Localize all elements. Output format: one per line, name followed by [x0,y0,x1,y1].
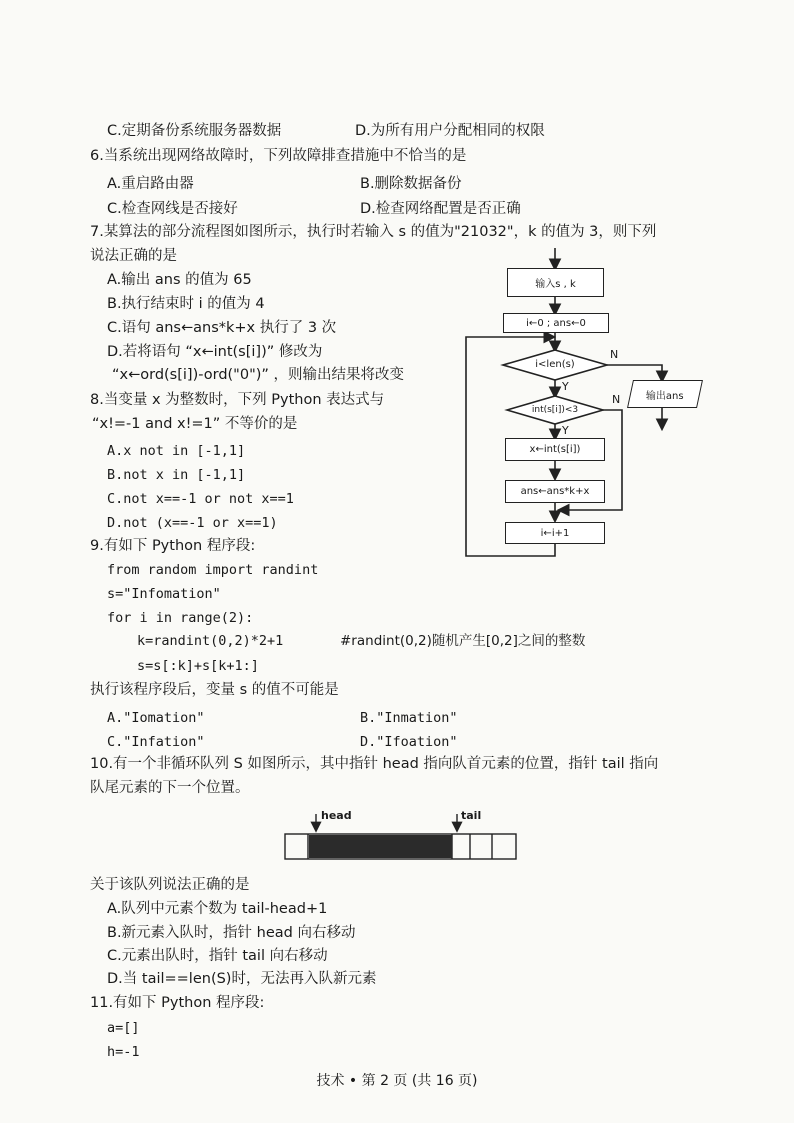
q7-option-c: C.语句 ans←ans*k+x 执行了 3 次 [107,320,337,336]
q10-ask: 关于该队列说法正确的是 [90,877,250,893]
q6-option-b: B.删除数据备份 [360,176,462,192]
q9-code-line5: s=s[:k]+s[k+1:] [137,658,259,674]
q6-stem: 6.当系统出现网络故障时，下列故障排查措施中不恰当的是 [90,148,467,164]
q6-option-c: C.检查网线是否接好 [107,201,238,217]
q10-option-d: D.当 tail==len(S)时，无法再入队新元素 [107,971,377,987]
queue-tail-label: tail [461,809,482,822]
q8-option-c: C.not x==-1 or not x==1 [107,491,294,507]
q9-code-line4: k=randint(0,2)*2+1 [137,633,284,649]
q9-option-b: B."Inmation" [360,710,458,726]
q11-code-line1: a=[] [107,1020,140,1036]
q10-stem-line1: 10.有一个非循环队列 S 如图所示，其中指针 head 指向队首元素的位置，指针 tail 指向 [90,756,659,772]
flowchart-cond1-no-label: N [610,348,619,361]
queue-head-label: head [321,809,352,822]
page-footer: 技术 • 第 2 页 (共 16 页) [316,1073,478,1089]
flowchart-cond2-no-label: N [612,393,621,406]
flowchart-cond1-text: i<len(s) [535,359,575,370]
flowchart-cond1-yes-label: Y [562,380,569,393]
q9-code-line3: for i in range(2): [107,610,254,626]
flowchart-assign-ans-text: ans←ans*k+x [520,486,590,497]
q9-stem: 9.有如下 Python 程序段: [90,538,256,554]
q10-stem-line2: 队尾元素的下一个位置。 [90,780,250,796]
q10-option-b: B.新元素入队时，指针 head 向右移动 [107,925,356,941]
q9-code-line1: from random import randint [107,562,319,578]
q9-option-c: C."Infation" [107,734,205,750]
q6-option-a: A.重启路由器 [107,176,194,192]
q9-ask: 执行该程序段后，变量 s 的值不可能是 [90,682,339,698]
flowchart-incr-text: i←i+1 [540,527,570,539]
q5-option-d: D.为所有用户分配相同的权限 [355,123,545,139]
q9-code-line2: s="Infomation" [107,586,221,602]
q7-stem-line2: 说法正确的是 [90,248,177,264]
q7-option-b: B.执行结束时 i 的值为 4 [107,296,265,312]
q7-option-d-line2: “x←ord(s[i])-ord("0")” ，则输出结果将改变 [112,367,405,383]
queue-occupied-region [309,835,452,858]
q8-stem-line2: “x!=-1 and x!=1” 不等价的是 [92,416,298,432]
q7-stem-line1: 7.某算法的部分流程图如图所示，执行时若输入 s 的值为"21032"，k 的值为 3，则下列 [90,224,657,240]
q9-code-comment: #randint(0,2)随机产生[0,2]之间的整数 [340,633,586,649]
flowchart-output-text: 输出ans [646,390,684,402]
q11-code-line2: h=-1 [107,1044,140,1060]
q10-option-a: A.队列中元素个数为 tail-head+1 [107,901,328,917]
q9-option-d: D."Ifoation" [360,734,458,750]
flowchart-init-text: i←0 ; ans←0 [526,317,586,329]
flowchart-input-text: 输入s , k [535,279,576,290]
q5-option-c: C.定期备份系统服务器数据 [107,123,282,139]
flowchart-assign-x-text: x←int(s[i]) [529,444,581,455]
q6-option-d: D.检查网络配置是否正确 [360,201,521,217]
q8-option-d: D.not (x==-1 or x==1) [107,515,278,531]
q7-option-d-line1: D.若将语句 “x←int(s[i])” 修改为 [107,344,323,360]
q11-stem: 11.有如下 Python 程序段: [90,995,265,1011]
q9-option-a: A."Iomation" [107,710,205,726]
q8-stem-line1: 8.当变量 x 为整数时，下列 Python 表达式与 [90,392,385,408]
q10-option-c: C.元素出队时，指针 tail 向右移动 [107,948,328,964]
q8-option-b: B.not x in [-1,1] [107,467,246,483]
flowchart-cond2-yes-label: Y [562,424,569,437]
flowchart-cond2-text: int(s[i])<3 [531,405,579,415]
q7-option-a: A.输出 ans 的值为 65 [107,272,252,288]
q8-option-a: A.x not in [-1,1] [107,443,246,459]
